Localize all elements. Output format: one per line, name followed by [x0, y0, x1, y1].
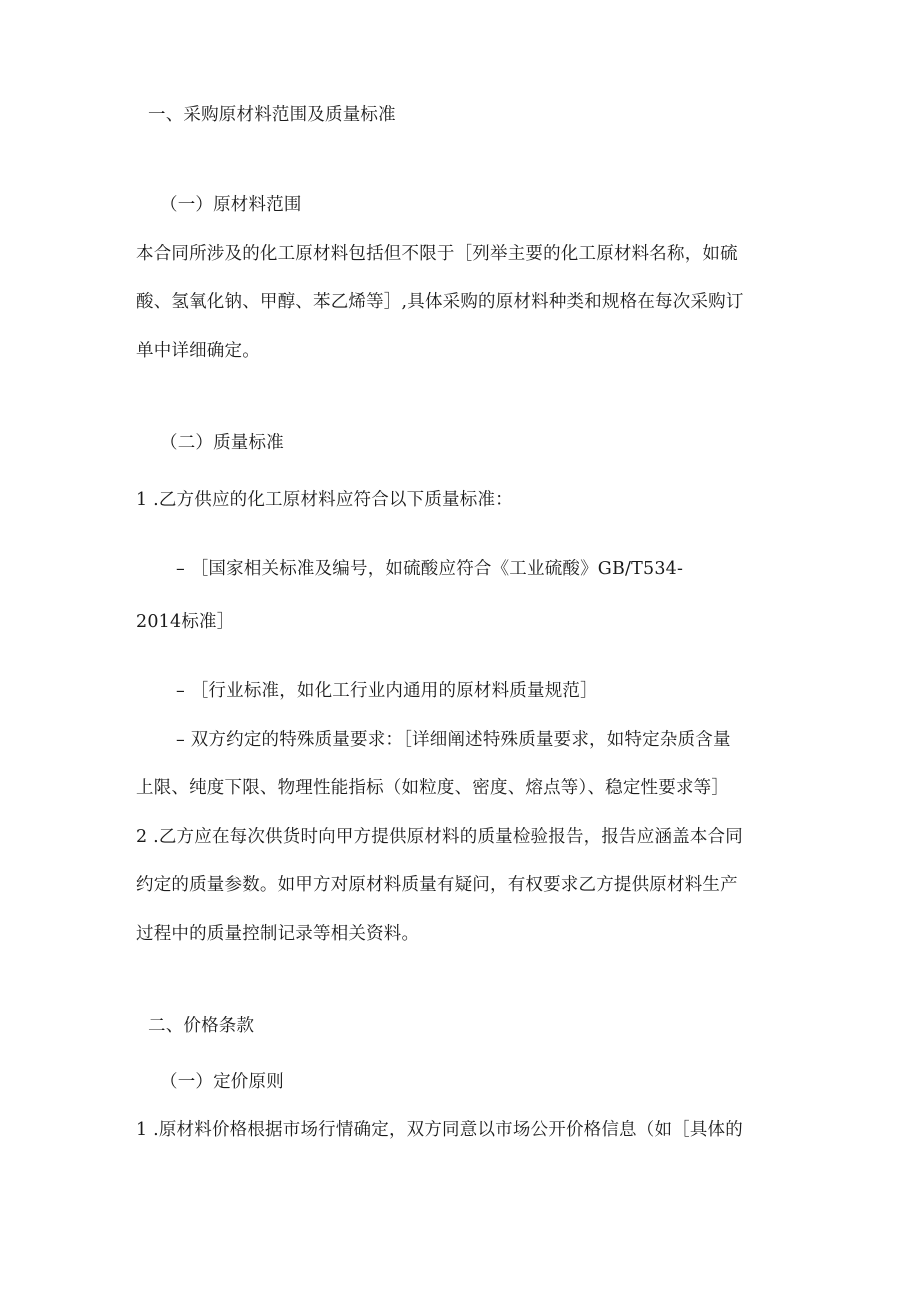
quality-bullet-1-line-2: 2014标准］	[136, 612, 235, 632]
quality-bullet-2: – ［行业标准，如化工行业内通用的原材料质量规范］	[176, 681, 598, 701]
section-2-heading: 二、价格条款	[148, 1016, 255, 1036]
scope-paragraph-line-3: 单中详细确定。	[136, 341, 260, 361]
quality-item-2-line-2: 约定的质量参数。如甲方对原材料质量有疑问，有权要求乙方提供原材料生产	[136, 875, 738, 895]
quality-bullet-1-line-1: – ［国家相关标准及编号，如硫酸应符合《工业硫酸》GB/T534-	[176, 559, 684, 579]
quality-bullet-3-line-1: – 双方约定的特殊质量要求：［详细阐述特殊质量要求，如特定杂质含量	[176, 730, 731, 750]
quality-item-2-line-3: 过程中的质量控制记录等相关资料。	[136, 924, 420, 944]
scope-paragraph-line-1: 本合同所涉及的化工原材料包括但不限于［列举主要的化工原材料名称，如硫	[136, 244, 738, 264]
quality-item-2-line-1: 2 .乙方应在每次供货时向甲方提供原材料的质量检验报告，报告应涵盖本合同	[136, 827, 743, 847]
subsection-1-2-heading: （二）质量标准	[160, 433, 284, 453]
quality-bullet-3-line-2: 上限、纯度下限、物理性能指标（如粒度、密度、熔点等）、稳定性要求等］	[136, 778, 730, 798]
subsection-2-1-heading: （一）定价原则	[160, 1072, 284, 1092]
quality-item-1: 1 .乙方供应的化工原材料应符合以下质量标准：	[136, 490, 513, 510]
section-1-heading: 一、采购原材料范围及质量标准	[148, 105, 396, 125]
subsection-1-1-heading: （一）原材料范围	[160, 195, 302, 215]
scope-paragraph-line-2: 酸、氢氧化钠、甲醇、苯乙烯等］,具体采购的原材料种类和规格在每次采购订	[136, 292, 744, 312]
pricing-item-1: 1 .原材料价格根据市场行情确定，双方同意以市场公开价格信息（如［具体的	[136, 1120, 743, 1140]
